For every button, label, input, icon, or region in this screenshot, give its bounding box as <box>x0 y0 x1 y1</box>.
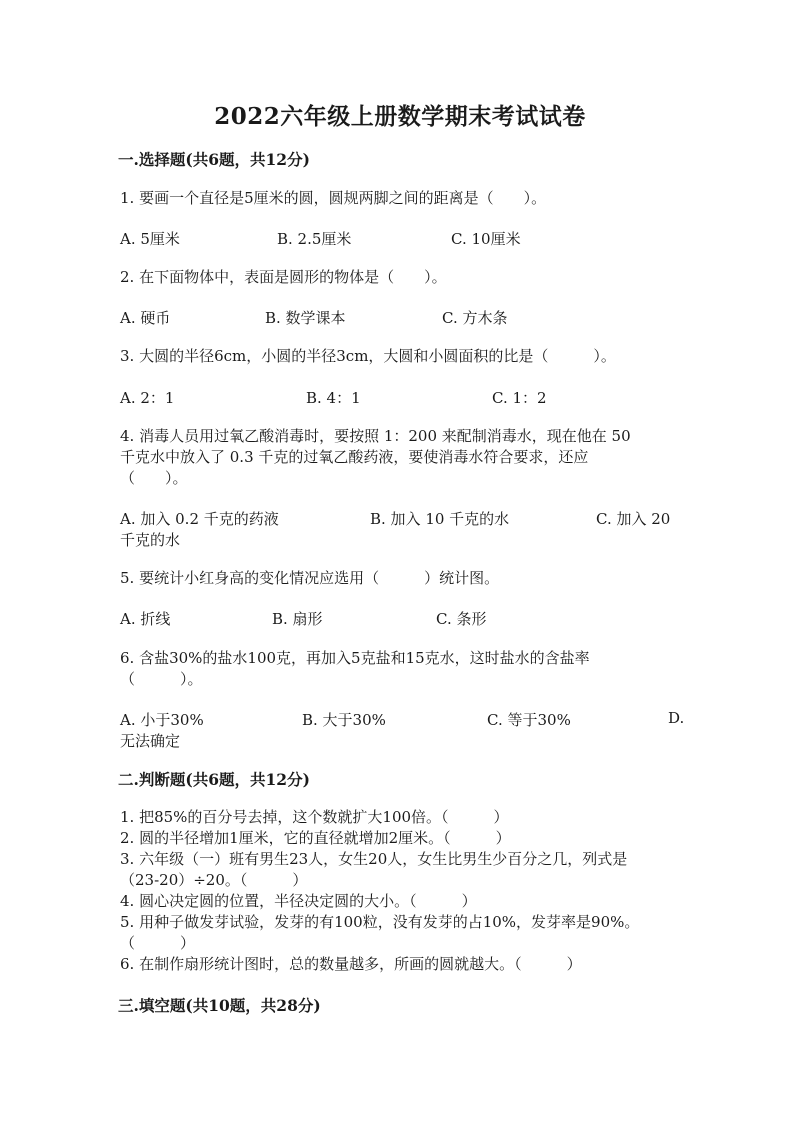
option-c: C. 条形 <box>436 610 487 628</box>
option-a: A. 2：1 <box>120 389 175 407</box>
judge-item: 6. 在制作扇形统计图时，总的数量越多，所画的圆就越大。（ ） <box>120 955 582 973</box>
option-c: C. 10厘米 <box>451 230 521 248</box>
section-heading-judge: 二.判断题(共6题，共12分) <box>118 770 310 789</box>
judge-item: 2. 圆的半径增加1厘米，它的直径就增加2厘米。（ ） <box>120 829 511 847</box>
option-a: A. 硬币 <box>120 309 171 327</box>
option-c: C. 等于30% <box>487 711 571 729</box>
option-b: B. 大于30% <box>302 711 386 729</box>
option-b: B. 加入 10 千克的水 <box>370 510 510 528</box>
option-c: C. 1：2 <box>492 389 547 407</box>
option-a: A. 加入 0.2 千克的药液 <box>120 510 279 528</box>
question-stem-line: 千克水中放入了 0.3 千克的过氧乙酸药液，要使消毒水符合要求，还应 <box>120 448 589 466</box>
question-stem-line: （ ）。 <box>120 469 188 487</box>
question-stem: 3. 大圆的半径6cm，小圆的半径3cm，大圆和小圆面积的比是（ ）。 <box>120 347 616 365</box>
judge-item: 1. 把85%的百分号去掉，这个数就扩大100倍。（ ） <box>120 808 509 826</box>
option-a: A. 小于30% <box>120 711 204 729</box>
judge-item: 3. 六年级（一）班有男生23人，女生20人，女生比男生少百分之几，列式是 <box>120 850 628 868</box>
judge-item-continuation: （ ） <box>120 934 196 952</box>
option-a: A. 折线 <box>120 610 171 628</box>
option-b: B. 4：1 <box>306 389 361 407</box>
question-stem-line: 6. 含盐30%的盐水100克，再加入5克盐和15克水，这时盐水的含盐率 <box>120 649 590 667</box>
question-stem-line: 4. 消毒人员用过氧乙酸消毒时，要按照 1：200 来配制消毒水，现在他在 50 <box>120 427 631 445</box>
option-c: C. 加入 20 <box>596 510 671 528</box>
option-c: C. 方木条 <box>442 309 508 327</box>
option-a: A. 5厘米 <box>120 230 180 248</box>
question-stem: 2. 在下面物体中，表面是圆形的物体是（ ）。 <box>120 268 447 286</box>
option-continuation: 千克的水 <box>120 531 181 549</box>
option-b: B. 2.5厘米 <box>277 230 352 248</box>
section-heading-fill: 三.填空题(共10题，共28分) <box>118 996 321 1015</box>
judge-item: 4. 圆心决定圆的位置，半径决定圆的大小。（ ） <box>120 892 477 910</box>
option-b: B. 数学课本 <box>265 309 346 327</box>
question-stem: 1. 要画一个直径是5厘米的圆，圆规两脚之间的距离是（ ）。 <box>120 189 547 207</box>
judge-item-continuation: （23-20）÷20。（ ） <box>120 871 308 889</box>
section-heading-choice: 一.选择题(共6题，共12分) <box>118 150 310 169</box>
question-stem: 5. 要统计小红身高的变化情况应选用（ ）统计图。 <box>120 569 500 587</box>
page-title: 2022六年级上册数学期末考试试卷 <box>214 103 586 130</box>
judge-item: 5. 用种子做发芽试验，发芽的有100粒，没有发芽的占10%，发芽率是90%。 <box>120 913 640 931</box>
option-b: B. 扇形 <box>272 610 323 628</box>
option-d: D. <box>668 709 685 727</box>
option-continuation: 无法确定 <box>120 732 181 750</box>
question-stem-line: （ ）。 <box>120 670 203 688</box>
